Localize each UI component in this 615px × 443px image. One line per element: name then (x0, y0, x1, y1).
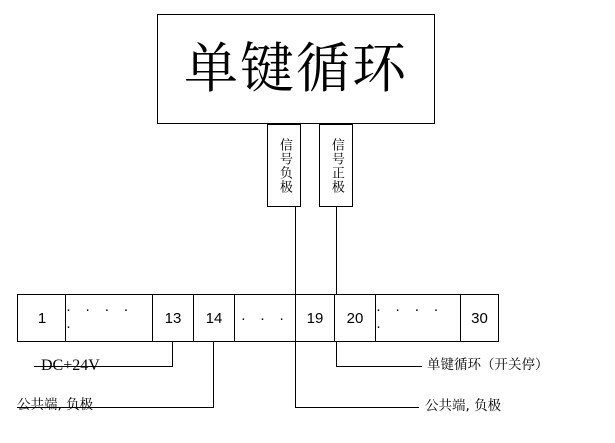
terminal-cell-20 (335, 295, 375, 341)
label-function: 单键循环（开关停） (427, 357, 549, 373)
signal-positive-label: 信号正极 (328, 137, 344, 194)
terminal-cell-13 (153, 295, 193, 341)
terminal-cell-1 (18, 295, 66, 341)
terminal-cell-label: 19 (306, 309, 324, 327)
label-dc24v: DC+24V (41, 357, 100, 374)
signal-positive-terminal (319, 124, 353, 207)
page-title: 单键循环 (184, 37, 408, 100)
wire-function-vertical (336, 342, 337, 366)
terminal-cell-label: 20 (346, 309, 364, 327)
title-box (157, 14, 435, 124)
terminal-cell-label: 30 (471, 309, 488, 327)
wire-common-left-vertical (213, 342, 214, 407)
terminal-cell-label: 13 (164, 309, 182, 327)
terminal-cell-19 (296, 295, 334, 341)
terminal-cell-dots-3 (376, 295, 460, 341)
signal-negative-terminal (267, 124, 301, 207)
terminal-cell-30 (461, 295, 498, 341)
terminal-cell-label: · · · · · (376, 301, 444, 335)
terminal-cell-dots-1 (66, 295, 152, 341)
wire-signal-negative (295, 207, 296, 294)
terminal-cell-label: · · · · · (66, 301, 134, 335)
terminal-cell-dots-2 (235, 295, 295, 341)
wire-common-right-horizontal (295, 407, 419, 408)
terminal-cell-14 (194, 295, 234, 341)
label-common-right: 公共端, 负极 (425, 398, 502, 414)
terminal-strip (17, 294, 499, 342)
wire-dc24v-vertical (172, 342, 173, 366)
terminal-cell-label: · · · (240, 309, 290, 327)
terminal-cell-label: 1 (37, 309, 47, 327)
wire-signal-positive (336, 207, 337, 294)
wire-function-horizontal (336, 366, 422, 367)
terminal-cell-label: 14 (205, 309, 223, 327)
signal-negative-label: 信号负极 (276, 137, 292, 194)
label-common-left: 公共端, 负极 (17, 397, 94, 413)
wire-common-right-vertical (295, 342, 296, 407)
